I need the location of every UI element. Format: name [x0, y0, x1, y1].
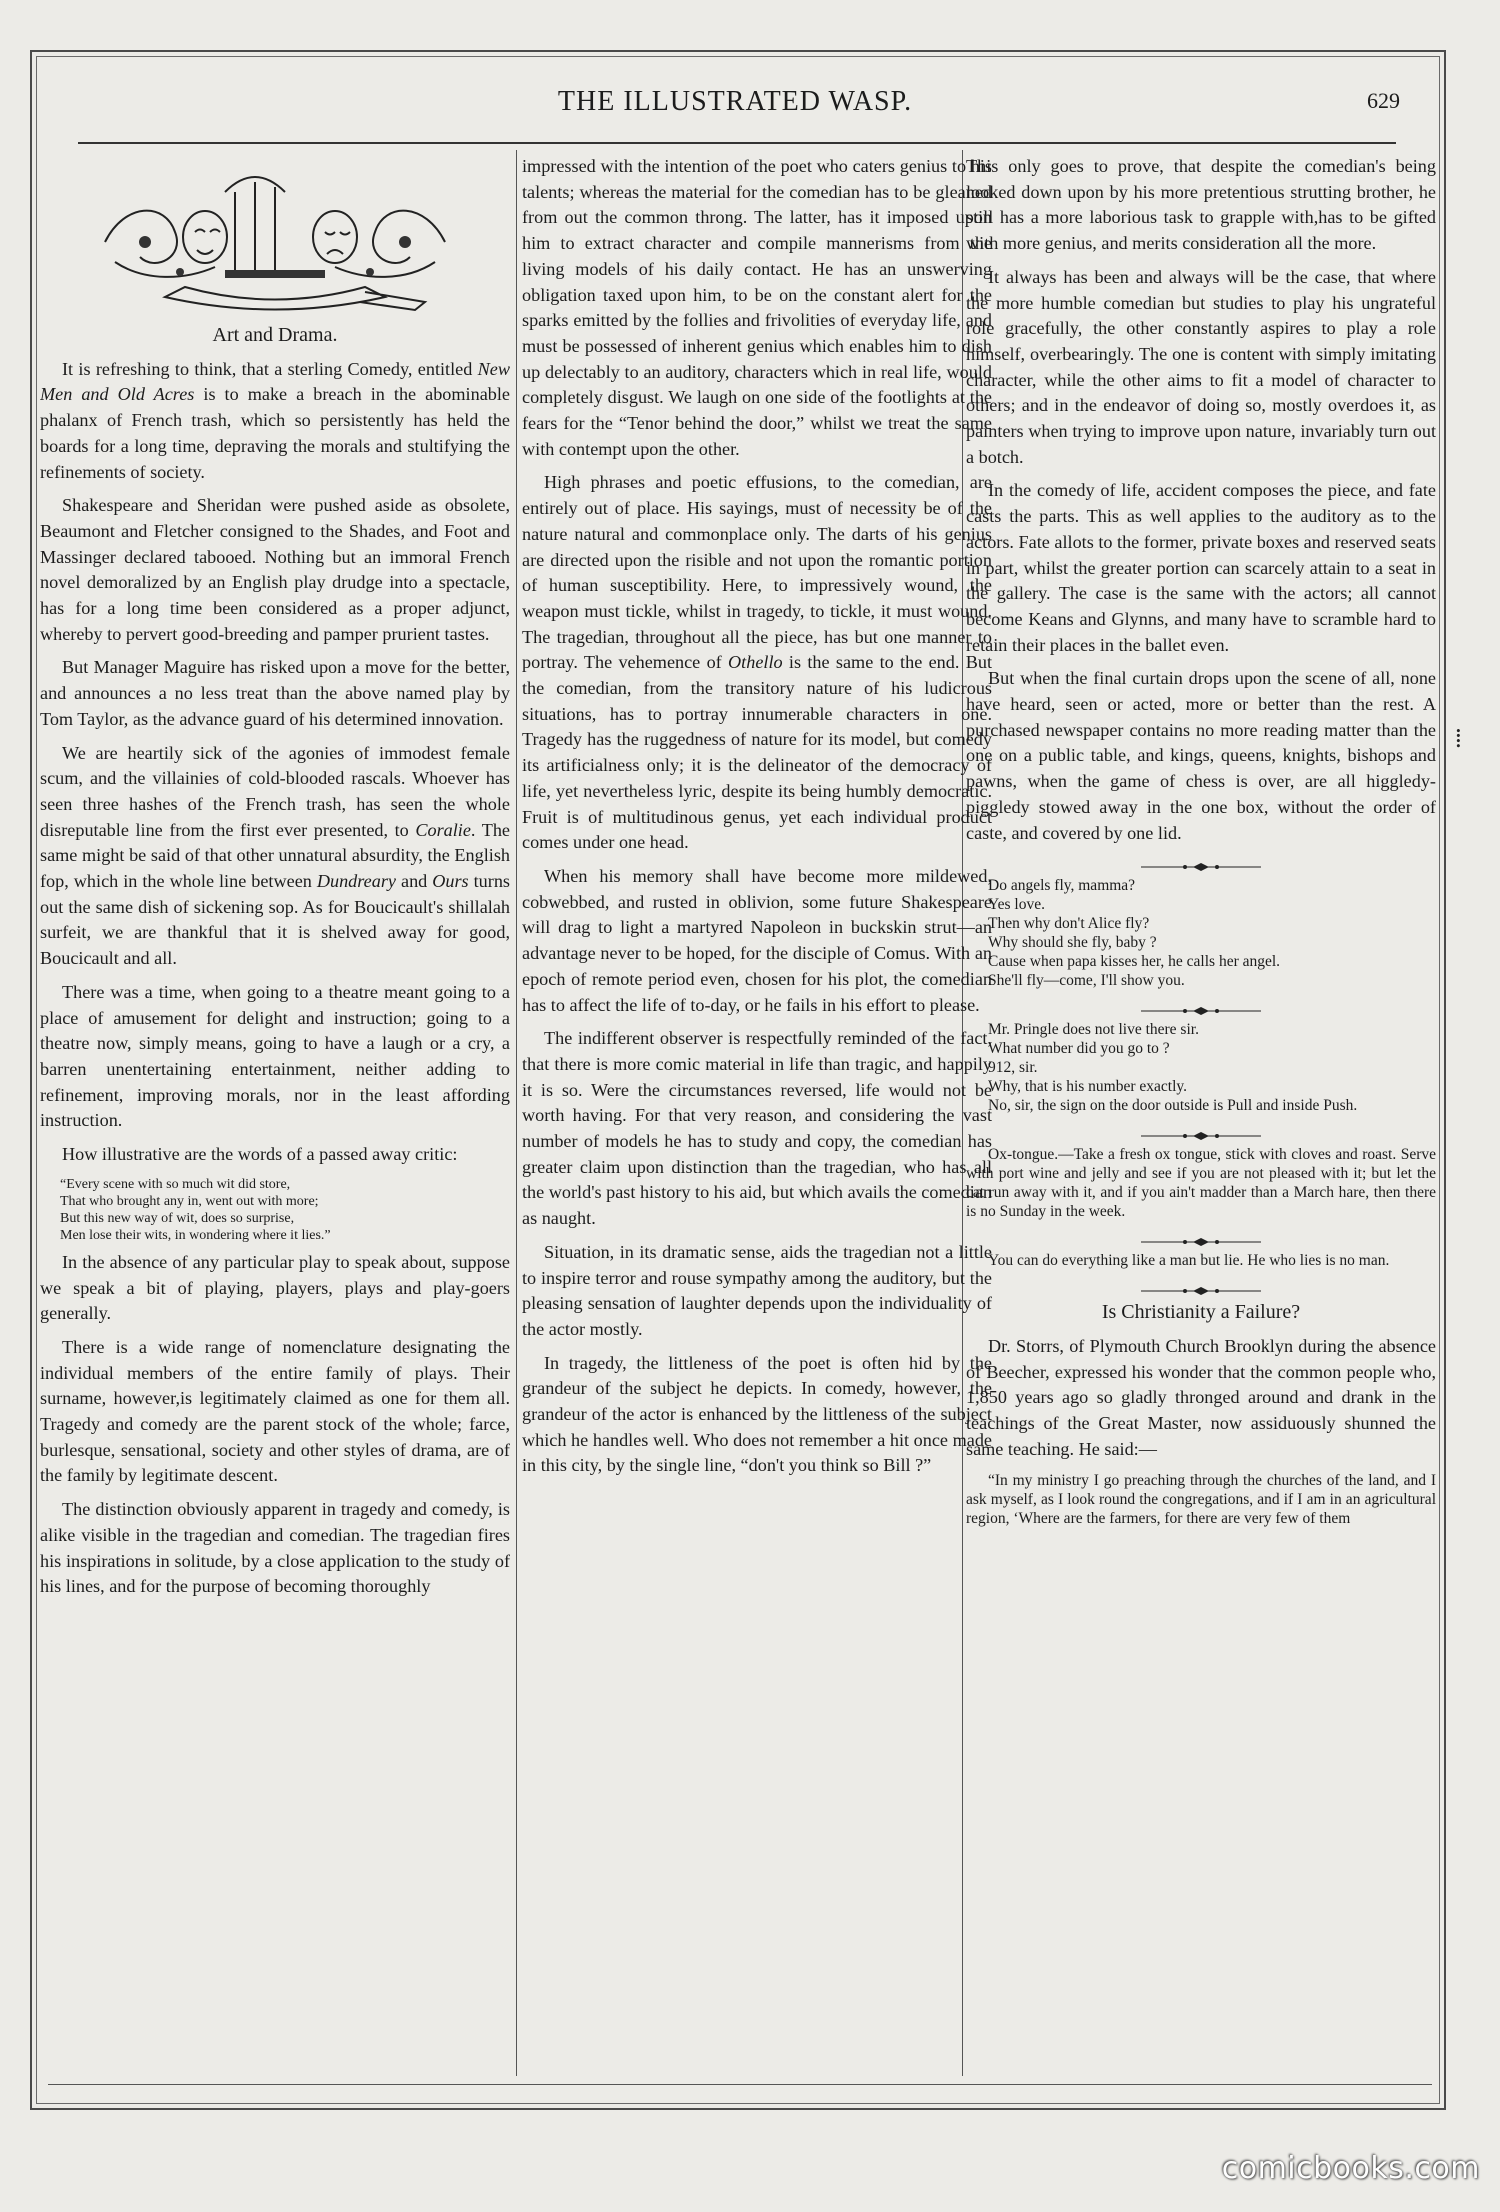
column-1	[40, 154, 510, 2074]
paragraph: High phrases and poetic effusions, to the comedian, are entirely out of place. His sayings, must of necessity be of the nature natural and commonplace only. The darts of his genius are directed upon the risible and not upon the romantic portion of human susceptibility. Here, to impressively wound, the weapon must tickle, whilst in tragedy, to tickle, it must wound. The tragedian, throughout all the piece, has but one manner to portray. The vehemence of Othello is the same to the end. But the comedian, from the transitory nature of his ludicrous situations, has to portray innumerable characters in one. Tragedy has the ruggedness of nature for its model, but comedy its artificialness only; it is the delineator of the democracy of life, yet nevertheless lyric, despite its being humbly democratic. Fruit is of multitudinous genus, yet each individual product comes under one head.	[522, 472, 992, 853]
paragraph: The distinction obviously apparent in tragedy and comedy, is alike visible in the tragedian and comedian. The tragedian fires his inspirations in solitude, by a close application to the study of his lines, and for the purpose of becoming thoroughly	[40, 1499, 510, 1597]
section-title-art-and-drama: Art and Drama.	[212, 324, 338, 346]
paragraph: When his memory shall have become more mildewed, cobwebbed, and rusted in oblivion, some future Shakespeare will drag to light a martyred Napoleon in buckskin strut—an advantage never to be hoped, for the disciple of Comus. With an epoch of remote period even, chosen for his plot, the comedian has to affect the life of to-day, or he fails in his effort to please.	[522, 865, 992, 1015]
joke-pringle	[966, 1020, 1436, 1115]
joke-line: She'll fly—come, I'll show you.	[988, 972, 1185, 990]
verse-quote	[60, 1176, 510, 1244]
column-separator	[516, 150, 517, 2076]
joke-line: Mr. Pringle does not live there sir.	[988, 1021, 1199, 1039]
joke-line: Do angels fly, mamma?	[988, 877, 1136, 895]
recipe-paragraph: Ox-tongue.—Take a fresh ox tongue, stick with cloves and roast. Serve with port wine and jelly and see if you are not pleased with it; but let the cat run away with it, and if you ain't madder than a March hare, then there is no Sunday in the week.	[966, 1146, 1436, 1221]
paragraph: Situation, in its dramatic sense, aids the tragedian not a little to inspire terror and rouse sympathy among the auditory, but the pleasing sensation of laughter depends upon the individuality of the actor mostly.	[522, 1241, 992, 1339]
joke-line: Yes love.	[988, 896, 1045, 914]
paragraph: impressed with the intention of the poet who caters genius to his talents; whereas the material for the comedian has to be gleaned from out the common throng. The latter, has it imposed upon him to extract character and compile mannerisms from the living models of his daily contact. He has an unswerving obligation taxed upon him, to be on the constant alert for the sparks emitted by the follies and frivolities of everyday life, and must be possessed of inherent genius which enables him to dish up delectably to an auditory, characters which in real life, would completely disgust. We laugh on one side of the footlights at the fears for the “Tenor behind the door,” whilst we treat the same with contempt upon the other.	[522, 156, 992, 459]
paragraph: How illustrative are the words of a passed away critic:	[62, 1144, 458, 1165]
paragraph: But Manager Maguire has risked upon a move for the better, and announces a no less treat than the above named play by Tom Taylor, as the advance guard of his determined innovation.	[40, 657, 510, 729]
joke-line: Cause when papa kisses her, he calls her angel.	[988, 953, 1281, 971]
paragraph: We are heartily sick of the agonies of immodest female scum, and the villainies of cold-blooded rascals. Whoever has seen three hashes of the French trash, has seen the whole disreputable line from the first ever presented, to Coralie. The same might be said of that other unnatural absurdity, the English fop, which in the whole line between Dundreary and Ours turns out the same dish of sickening sop. As for Boucicault's shillalah surfeit, we are thankful that it is shelved away for good, Boucicault and all.	[40, 742, 510, 969]
paragraph: In the comedy of life, accident composes the piece, and fate casts the parts. This as well applies to the auditory as to the actors. Fate allots to the former, private boxes and reserved seats in part, whilst the greater portion can scarcely attain to a seat in the gallery. The case is the same with the actors; all cannot become Keans and Glynns, and many have to scramble hard to retain their places in the ballet even.	[966, 480, 1436, 655]
quote-line: Men lose their wits, in wondering where it lies.”	[60, 1227, 331, 1243]
section-title-christianity: Is Christianity a Failure?	[1101, 1301, 1301, 1324]
page-header	[70, 86, 1400, 126]
paragraph: In tragedy, the littleness of the poet is often hid by the grandeur of the subject he depicts. In comedy, however, the grandeur of the actor is enhanced by the littleness of the subject which he handles well. Who does not remember a hit once made in this city, by the single line, “don't you think so Bill ?”	[522, 1352, 992, 1476]
page-number: 629	[1367, 88, 1400, 113]
joke-angels	[966, 876, 1436, 990]
joke-line: What number did you go to ?	[988, 1040, 1170, 1058]
divider-icon	[966, 1229, 1436, 1243]
paragraph: Shakespeare and Sheridan were pushed aside as obsolete, Beaumont and Fletcher consigned to the Shades, and Foot and Massinger declared tabooed. Nothing but an immoral French novel demoralized by an English play drudge into a spectacle, has for a long time been considered as a proper adjunct, whereby to pervert good-breeding and pamper prurient tastes.	[40, 495, 510, 644]
masthead: THE ILLUSTRATED WASP.	[557, 86, 913, 117]
quip-paragraph: You can do everything like a man but lie. He who lies is no man.	[988, 1252, 1390, 1270]
divider-icon	[966, 854, 1436, 868]
joke-line: Then why don't Alice fly?	[988, 915, 1150, 933]
theatrical-ornament-icon	[40, 154, 510, 319]
paragraph: “In my ministry I go preaching through the churches of the land, and I ask myself, as I look round the congregations, and if I am in an agricultural region, ‘Where are the farmers, for there are very few of them	[966, 1471, 1436, 1527]
joke-line: No, sir, the sign on the door outside is Pull and inside Push.	[988, 1097, 1358, 1115]
margin-mark-icon: ⁞	[1454, 724, 1462, 754]
joke-line: Why should she fly, baby ?	[988, 934, 1157, 952]
paragraph: There was a time, when going to a theatre meant going to a place of amusement for delight and instruction; going to a theatre now, simply means, going to have a laugh or a cry, a barren unentertaining entertainment, neither adding to refinement, improving morals, nor in the least affording instruction.	[40, 981, 510, 1131]
joke-line: 912, sir.	[988, 1059, 1038, 1077]
quote-line: “Every scene with so much wit did store,	[60, 1176, 291, 1192]
divider-icon	[966, 998, 1436, 1012]
paragraph: This only goes to prove, that despite the comedian's being looked down upon by his more pretentious strutting brother, he still has a more laborious task to grapple with,has to be gifted with more genius, and merits consideration all the more.	[966, 156, 1436, 254]
paragraph: In the absence of any particular play to speak about, suppose we speak a bit of playing, players, plays and play-goers generally.	[40, 1251, 510, 1324]
paragraph: It is refreshing to think, that a sterling Comedy, entitled New Men and Old Acres is to make a breach in the abominable phalanx of French trash, which so persistently has held the boards for a long time, depraving the morals and stultifying the refinements of society.	[40, 358, 510, 482]
column-3	[966, 154, 1436, 2074]
divider-icon	[966, 1123, 1436, 1137]
paragraph: But when the final curtain drops upon the scene of all, none have heard, seen or acted, more or better than the rest. A purchased newspaper contains no more reading matter than the one on a public table, and kings, queens, knights, bishops and pawns, when the game of chess is over, are all higgledy-piggledy stowed away in the one box, without the order of caste, and covered by one lid.	[966, 668, 1436, 843]
header-rule	[78, 142, 1396, 144]
paragraph: There is a wide range of nomenclature designating the individual members of the entire family of plays. Their surname, however,is legitimately claimed as one for them all. Tragedy and comedy are the parent stock of the whole; farce, burlesque, sensational, society and other styles of drama, are of the family by legitimate descent.	[40, 1336, 510, 1486]
paragraph: It always has been and always will be the case, that where the more humble comedian but studies to play his ungrateful role gracefully, the other constantly aspires to play a role himself, overbearingly. The one is content with simply imitating character, while the other aims to fit a model of character to others; and in the endeavor of doing so, mostly overdoes it, as painters when trying to improve upon nature, invariably turn out a botch.	[966, 266, 1436, 467]
divider-icon	[966, 1278, 1436, 1292]
quote-line: That who brought any in, went out with more;	[60, 1193, 319, 1209]
paragraph: Dr. Storrs, of Plymouth Church Brooklyn during the absence of Beecher, expressed his wonder that the common people who, 1,850 years ago so gladly thronged around and drank in the teachings of the Great Master, now assiduously shunned the same teaching. He said:—	[966, 1335, 1436, 1459]
footer-rule	[48, 2084, 1432, 2085]
quote-line: But this new way of wit, does so surprise,	[60, 1210, 295, 1226]
column-2	[522, 154, 992, 2074]
joke-line: Why, that is his number exactly.	[988, 1078, 1188, 1096]
watermark: comicbooks.com	[1221, 2151, 1480, 2186]
paragraph: The indifferent observer is respectfully reminded of the fact, that there is more comic material in life than tragic, and happily it is so. Were the circumstances reversed, life would not be worth having. For that very reason, and considering the vast number of models he has to study and copy, the comedian has greater claim upon distinction than the tragedian, who has all the world's past history to his aid, but which avails the comedian as naught.	[522, 1028, 992, 1229]
